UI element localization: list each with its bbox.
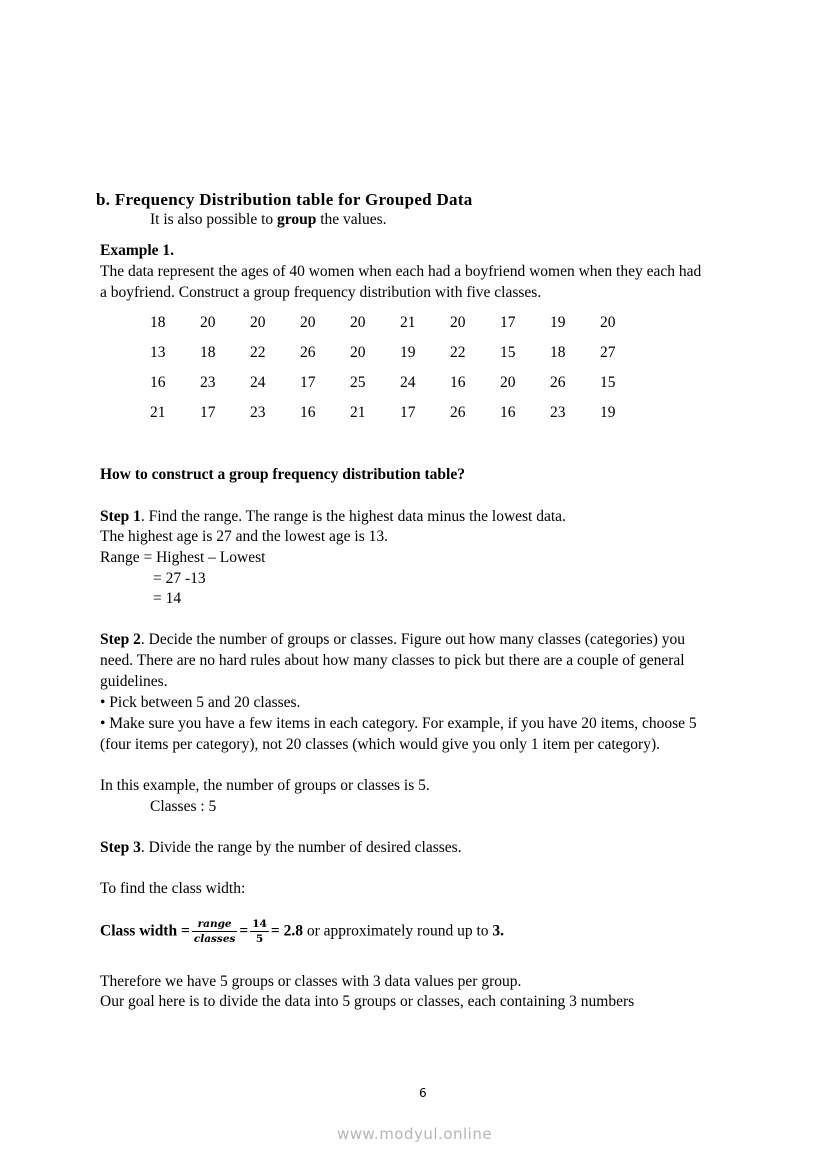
table-cell: 21 bbox=[400, 314, 416, 331]
formula-label: Class width = bbox=[100, 922, 190, 940]
fraction-14-over-5 bbox=[250, 918, 269, 945]
step2-example-line: In this example, the number of groups or classes is 5. bbox=[100, 777, 430, 794]
table-cell: 19 bbox=[600, 404, 616, 421]
formula-equals: = bbox=[239, 922, 249, 940]
table-cell: 26 bbox=[550, 374, 566, 391]
conclusion-line-2: Our goal here is to divide the data into 5 groups or classes, each containing 3 numbers bbox=[100, 993, 635, 1010]
table-cell: 15 bbox=[500, 344, 516, 361]
table-cell: 18 bbox=[550, 344, 566, 361]
table-cell: 26 bbox=[450, 404, 466, 421]
table-cell: 22 bbox=[250, 344, 266, 361]
table-cell: 24 bbox=[250, 374, 266, 391]
table-cell: 18 bbox=[150, 314, 166, 331]
table-cell: 23 bbox=[250, 404, 266, 421]
step3-label: Step 3 bbox=[100, 839, 141, 856]
table-cell: 17 bbox=[400, 404, 416, 421]
step2-bullet-2b: (four items per category), not 20 classes (which would give you only 1 item per category). bbox=[100, 736, 660, 753]
table-cell: 20 bbox=[300, 314, 316, 331]
table-cell: 20 bbox=[450, 314, 466, 331]
table-cell: 16 bbox=[150, 374, 166, 391]
table-cell: 17 bbox=[200, 404, 216, 421]
page-number: 6 bbox=[419, 1086, 427, 1100]
step1-line-3: Range = Highest – Lowest bbox=[100, 549, 266, 566]
section-intro bbox=[150, 212, 387, 228]
table-cell: 15 bbox=[600, 374, 616, 391]
table-cell: 17 bbox=[500, 314, 516, 331]
table-cell: 17 bbox=[300, 374, 316, 391]
table-cell: 21 bbox=[350, 404, 366, 421]
table-cell: 25 bbox=[350, 374, 366, 391]
intro-text-bold: group bbox=[277, 211, 317, 228]
table-cell: 20 bbox=[350, 314, 366, 331]
step2-bullet-1: • Pick between 5 and 20 classes. bbox=[100, 694, 301, 711]
step2-line-1 bbox=[100, 632, 685, 648]
step1-label: Step 1 bbox=[100, 508, 141, 525]
fraction-range-over-classes bbox=[192, 918, 238, 945]
table-cell: 18 bbox=[200, 344, 216, 361]
step1-line-2: The highest age is 27 and the lowest age is 13. bbox=[100, 528, 388, 545]
formula-tail: or approximately round up to bbox=[302, 922, 493, 940]
howto-heading: How to construct a group frequency distribution table? bbox=[100, 466, 465, 483]
intro-text-pre: It is also possible to bbox=[150, 211, 278, 228]
step3-text: . Divide the range by the number of desired classes. bbox=[140, 839, 462, 856]
example-line-2: a boyfriend. Construct a group frequency distribution with five classes. bbox=[100, 284, 542, 301]
table-cell: 20 bbox=[250, 314, 266, 331]
step2-label: Step 2 bbox=[100, 631, 141, 648]
table-cell: 16 bbox=[450, 374, 466, 391]
table-cell: 27 bbox=[600, 344, 616, 361]
table-cell: 16 bbox=[300, 404, 316, 421]
table-cell: 16 bbox=[500, 404, 516, 421]
table-cell: 19 bbox=[550, 314, 566, 331]
step2-line-3: guidelines. bbox=[100, 673, 168, 690]
fraction-numerator-range: range bbox=[192, 918, 238, 932]
table-cell: 20 bbox=[600, 314, 616, 331]
fraction-denominator-classes: classes bbox=[193, 933, 236, 946]
fraction-denominator-5: 5 bbox=[255, 933, 264, 946]
table-cell: 21 bbox=[150, 404, 166, 421]
intro-text-post: the values. bbox=[316, 211, 387, 228]
table-cell: 26 bbox=[300, 344, 316, 361]
step2-bullet-2a: • Make sure you have a few items in each category. For example, if you have 20 items, choose 5 bbox=[100, 715, 697, 732]
section-heading: b. Frequency Distribution table for Grouped Data bbox=[96, 190, 473, 209]
class-width-formula bbox=[100, 918, 504, 945]
table-cell: 23 bbox=[550, 404, 566, 421]
example-title: Example 1. bbox=[100, 242, 175, 259]
formula-result: = 2.8 bbox=[270, 922, 303, 940]
table-cell: 20 bbox=[200, 314, 216, 331]
watermark: www.modyul.online bbox=[337, 1125, 493, 1143]
example-line-1: The data represent the ages of 40 women when each had a boyfriend women when they each had bbox=[100, 263, 702, 280]
table-cell: 20 bbox=[500, 374, 516, 391]
table-cell: 13 bbox=[150, 344, 166, 361]
formula-rounded: 3. bbox=[492, 922, 505, 940]
table-cell: 19 bbox=[400, 344, 416, 361]
table-cell: 23 bbox=[200, 374, 216, 391]
step3-find-line: To find the class width: bbox=[100, 880, 246, 897]
step2-text: . Decide the number of groups or classes. Figure out how many classes (categories) you bbox=[140, 631, 685, 648]
step1-text: . Find the range. The range is the highest data minus the lowest data. bbox=[140, 508, 566, 525]
conclusion-line-1: Therefore we have 5 groups or classes with 3 data values per group. bbox=[100, 973, 522, 990]
step1-line-4: = 27 -13 bbox=[153, 570, 206, 587]
table-cell: 24 bbox=[400, 374, 416, 391]
table-cell: 22 bbox=[450, 344, 466, 361]
step1-line-5: = 14 bbox=[153, 590, 182, 607]
step1-line-1 bbox=[100, 509, 566, 525]
fraction-numerator-14: 14 bbox=[250, 918, 269, 932]
step2-line-2: need. There are no hard rules about how many classes to pick but there are a couple of general bbox=[100, 652, 685, 669]
table-cell: 20 bbox=[350, 344, 366, 361]
step3-line-1 bbox=[100, 840, 462, 856]
step2-classes-line: Classes : 5 bbox=[150, 798, 217, 815]
